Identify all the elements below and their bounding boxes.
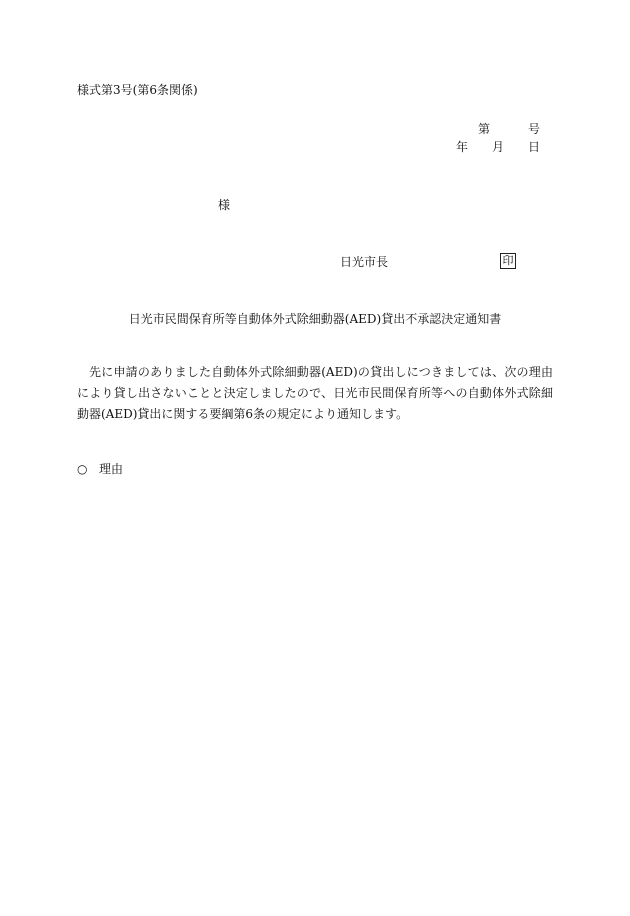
issuer-name: 日光市長	[340, 255, 389, 269]
notice-body-text: 先に申請のありました自動体外式除細動器(AED)の貸出しにつきましては、次の理由により貸し出さないことと決定しましたので、日光市民間保育所等への自動体外式除細動器(AED)貸出に関する要綱第6条の規定により通知します。	[77, 365, 553, 421]
seal-mark: 印	[500, 253, 516, 269]
document-number-suffix: 号	[527, 122, 540, 136]
reason-label: 理由	[99, 462, 124, 476]
document-date-line	[456, 140, 540, 154]
document-title: 日光市民間保育所等自動体外式除細動器(AED)貸出不承認決定通知書	[128, 312, 502, 326]
document-number-line	[478, 122, 540, 136]
circle-bullet-icon: ○	[77, 462, 88, 476]
document-number-prefix: 第	[477, 122, 490, 136]
addressee-suffix: 様	[218, 198, 231, 212]
date-month-label: 月	[491, 140, 504, 154]
date-year-label: 年	[455, 140, 468, 154]
form-number: 様式第3号(第6条関係)	[77, 83, 198, 97]
date-day-label: 日	[527, 140, 540, 154]
reason-heading	[77, 462, 123, 476]
